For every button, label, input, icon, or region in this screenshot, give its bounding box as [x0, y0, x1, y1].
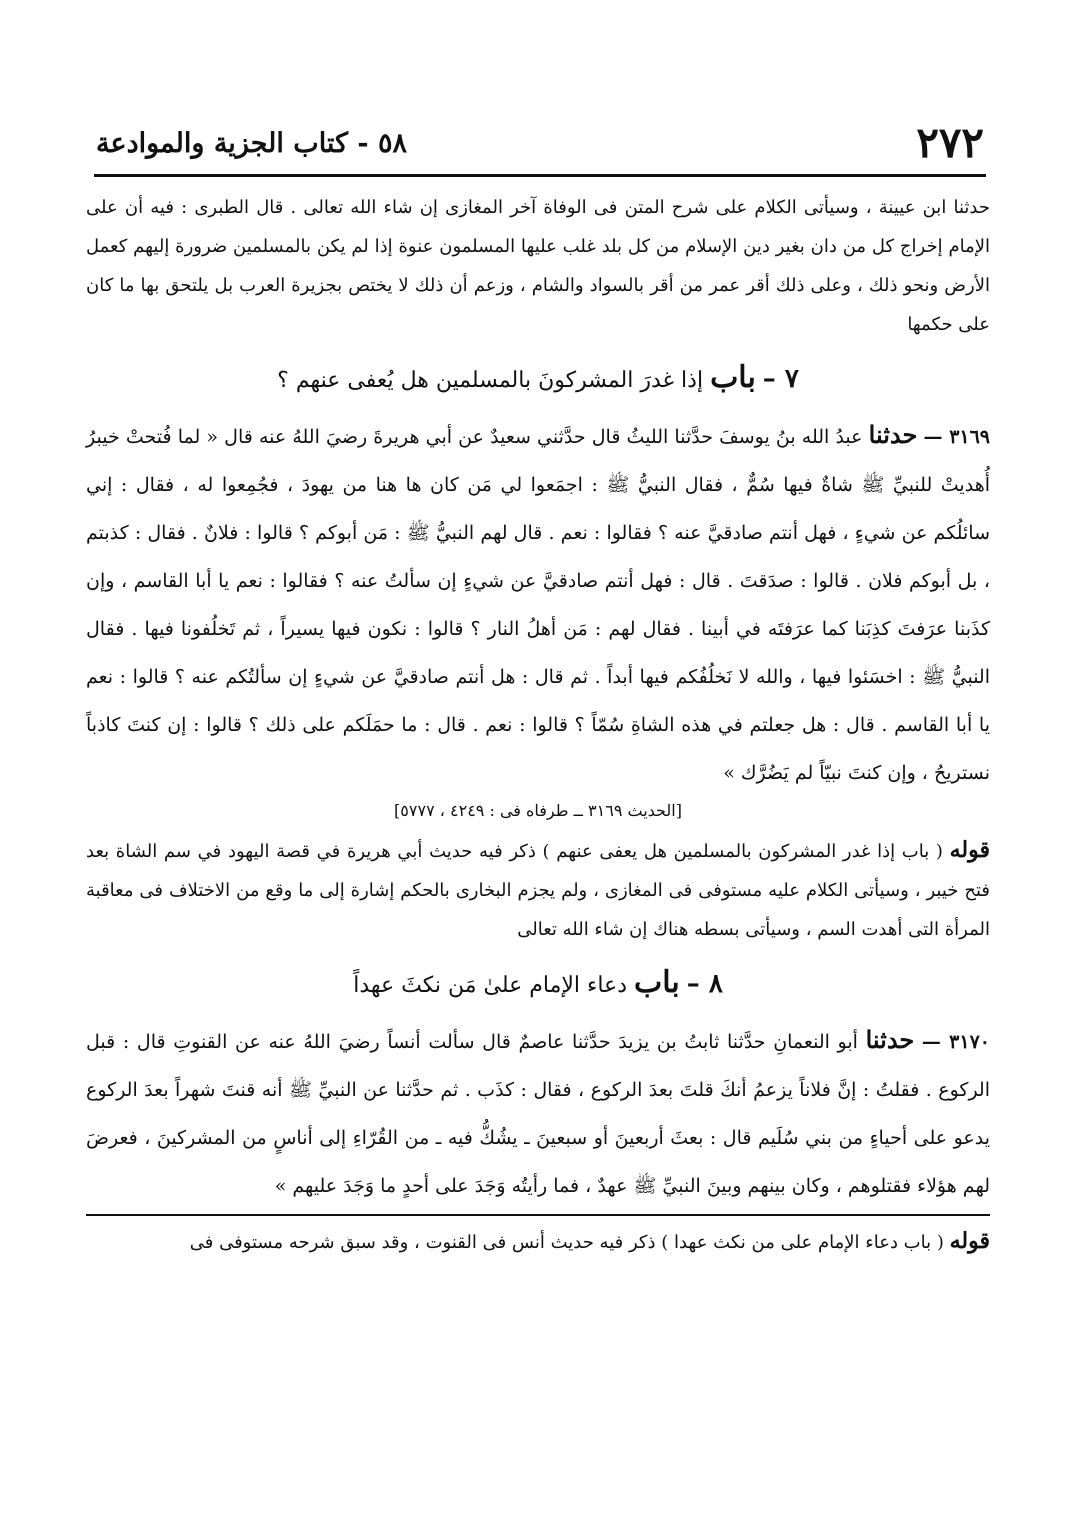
commentary-paragraph-top: حدثنا ابن عيينة ، وسيأتى الكلام على شرح المتن فى الوفاة آخر المغازى إن شاء الله تعالى . قال الطبرى : فيه أن على الإمام إخراج كل من دان بغير دين الإسلام من كل بلد غلب عليها المسلمون عنوة إذا لم يكن بالمسلمين ضرورة إليهم كعمل الأرض ونحو ذلك ، وعلى ذلك أقر عمر من أقر بالسواد والشام ، وزعم أن ذلك لا يختص بجزيرة العرب بل يلتحق بها ما كان على حكمها	[86, 197, 990, 335]
hadith-lead-word: حدثنا	[865, 1025, 915, 1054]
hadith-3170	[86, 1016, 990, 1210]
chapter-heading-7	[86, 354, 990, 405]
chapter-number: ٧ –	[762, 364, 799, 394]
hadith-number: ٣١٧٠ —	[921, 1031, 990, 1053]
bab-word: باب	[634, 965, 680, 1000]
hadith-text: عبدُ الله بنُ يوسفَ حدَّثنا الليثُ قال حدَّثني سعيدٌ عن أبي هريرةَ رضيَ اللهُ عنه قال « لما فُتحتْ خيبرُ أُهديتْ للنبيِّ ﷺ شاةٌ فيها سُمٌّ ، فقال النبيُّ ﷺ : اجمَعوا لي مَن كان ها هنا من يهودَ ، فجُمِعوا له ، فقال : إني سائلُكم عن شيءٍ ، فهل أنتم صادقيَّ عنه ؟ فقالوا : نعم . قال لهم النبيُّ ﷺ : مَن أبوكم ؟ قالوا : فلانٌ . فقال : كذبتم ، بل أبوكم فلان . قالوا : صدَقتَ . قال : فهل أنتم صادقيَّ عن شيءٍ إن سألتُ عنه ؟ فقالوا : نعم يا أبا القاسم ، وإن كذَبنا عرَفتَ كذِبَنا كما عرَفتَه في أبينا . فقال لهم : مَن أهلُ النار ؟ قالوا : نكون فيها يسيراً ، ثم تَخلُفونا فيها . فقال النبيُّ ﷺ : اخسَئوا فيها ، والله لا نَخلُفُكم فيها أبداً . ثم قال : هل أنتم صادقيَّ عن شيءٍ إن سألتُكم عنه ؟ قالوا : نعم يا أبا القاسم . قال : هل جعلتم في هذه الشاةِ سُمّاً ؟ قالوا : نعم . قال : ما حمَلَكم على ذلك ؟ قالوا : إن كنتَ كاذباً نستريحُ ، وإن كنتَ نبيّاً لم يَضُرَّك »	[86, 426, 990, 784]
hadith-number: ٣١٦٩ —	[923, 426, 991, 448]
hadith-3169	[86, 411, 990, 797]
hadith-cross-reference: [الحديث ٣١٦٩ ــ طرفاه فى : ٤٢٤٩ ، ٥٧٧٧]	[394, 801, 682, 820]
qawluhu-label: قوله	[949, 837, 990, 863]
hadith-lead-word: حدثنا	[868, 420, 918, 449]
header-rule	[94, 174, 986, 177]
running-title: ٥٨ - كتاب الجزية والموادعة	[96, 128, 407, 159]
hadith-text: أبو النعمانِ حدَّثنا ثابتُ بن يزيدَ حدَّثنا عاصمٌ قال سألت أنساً رضيَ اللهُ عنه عن القنوتِ قال : قبل الركوع . فقلتُ : إنَّ فلاناً يزعمُ أنكَ قلتَ بعدَ الركوع ، فقال : كذَب . ثم حدَّثنا عن النبيِّ ﷺ أنه قنتَ شهراً بعدَ الركوع يدعو على أحياءٍ من بني سُلَيم قال : بعثَ أربعينَ أو سبعينَ ـ يشُكُّ فيه ـ من القُرّاءِ إلى أناسٍ من المشركينَ ، فعرضَ لهم هؤلاء فقتلوهم ، وكان بينهم وبينَ النبيِّ ﷺ عهدٌ ، فما رأيتُه وَجَدَ على أحدٍ ما وَجَدَ عليهم »	[86, 1031, 990, 1197]
chapter-title: إذا غدرَ المشركونَ بالمسلمين هل يُعفى عنهم ؟	[277, 368, 704, 393]
chapter-heading-8	[86, 959, 990, 1010]
qawluhu-label: قوله	[949, 1228, 990, 1254]
bab-word: باب	[710, 360, 756, 395]
page-header	[96, 118, 984, 168]
commentary-text: ( باب دعاء الإمام على من نكث عهدا ) ذكر فيه حديث أنس فى القنوت ، وقد سبق شرحه مستوفى فى	[189, 1232, 944, 1253]
section-divider	[86, 1214, 990, 1216]
commentary-text: ( باب إذا غدر المشركون بالمسلمين هل يعفى عنهم ) ذكر فيه حديث أبي هريرة في قصة اليهود في سم الشاة بعد فتح خيبر ، وسيأتى الكلام عليه مستوفى فى المغازى ، ولم يجزم البخارى بالحكم إشارة إلى ما وقع من الاختلاف فى معاقبة المرأة التى أهدت السم ، وسيأتى بسطه هناك إن شاء الله تعالى	[86, 841, 990, 940]
commentary-paragraph-bottom	[86, 1222, 990, 1262]
page-number: ٢٧٢	[916, 118, 984, 167]
page-content	[86, 188, 990, 1262]
chapter-title: دعاء الإمام علىٰ مَن نكثَ عهداً	[353, 973, 628, 998]
commentary-paragraph-mid	[86, 831, 990, 949]
chapter-number: ٨ –	[686, 969, 723, 999]
